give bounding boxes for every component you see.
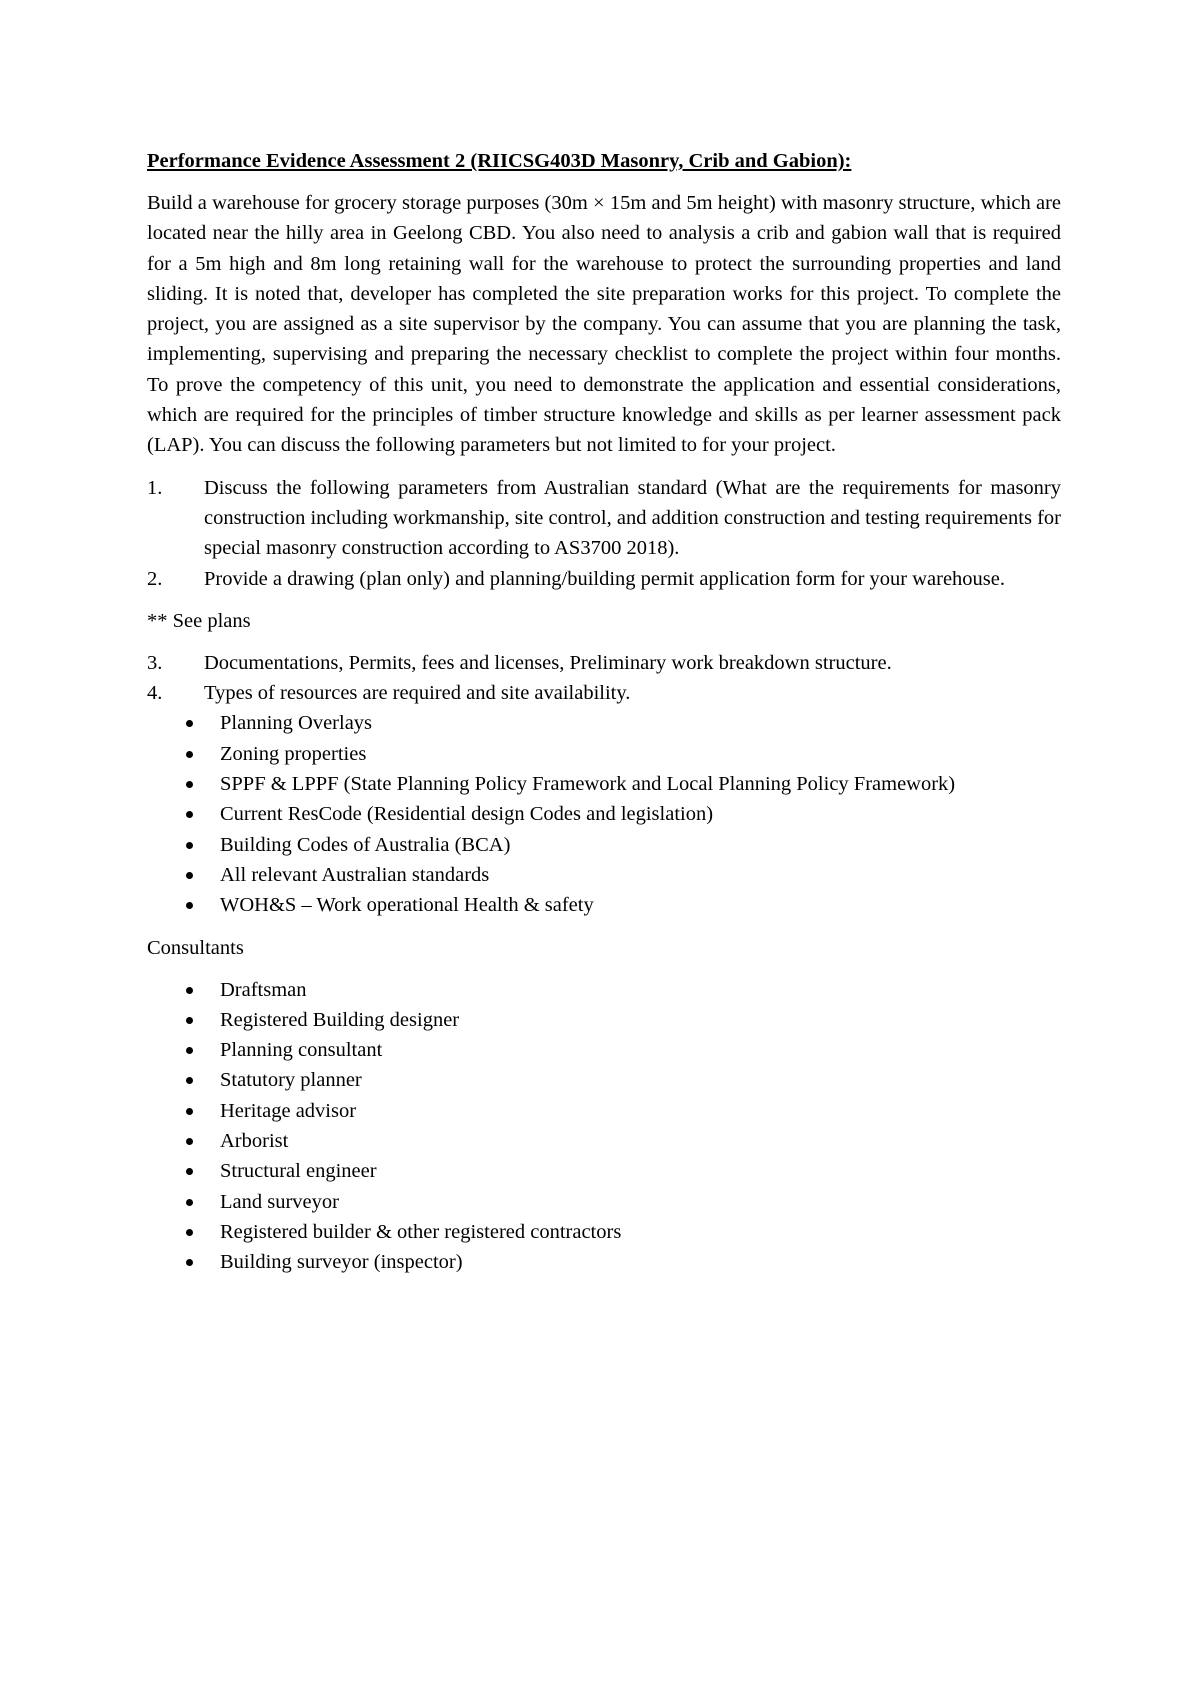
bullet-text: Registered Building designer — [220, 1008, 460, 1031]
list-number: 4. — [147, 682, 163, 705]
bullet-item — [147, 1005, 1061, 1035]
bullet-item — [147, 1035, 1061, 1065]
list-number: 2. — [147, 567, 163, 590]
bullet-icon — [147, 1126, 220, 1156]
bullet-text: Land surveyor — [220, 1190, 339, 1213]
bullet-text: Structural engineer — [220, 1160, 377, 1183]
bullet-item — [147, 1217, 1061, 1247]
document-page — [147, 146, 1061, 1278]
bullet-text: Current ResCode (Residential design Codes and legislation) — [220, 803, 714, 826]
bullet-item — [147, 1247, 1061, 1277]
bullet-text: Building surveyor (inspector) — [220, 1251, 463, 1274]
resources-bullet-list — [147, 708, 1061, 920]
consultants-bullet-list — [147, 975, 1061, 1278]
bullet-icon — [147, 1035, 220, 1065]
bullet-icon — [147, 860, 220, 890]
bullet-icon — [147, 739, 220, 769]
bullet-text: Draftsman — [220, 978, 307, 1001]
bullet-text: SPPF & LPPF (State Planning Policy Framework and Local Planning Policy Framework) — [220, 773, 956, 796]
list-text: Types of resources are required and site availability. — [204, 682, 631, 705]
bullet-text: Planning Overlays — [220, 712, 373, 735]
bullet-item — [147, 1187, 1061, 1217]
bullet-icon — [147, 1217, 220, 1247]
bullet-item — [147, 1156, 1061, 1186]
bullet-item — [147, 1065, 1061, 1095]
bullet-icon — [147, 769, 220, 799]
bullet-item — [147, 975, 1061, 1005]
bullet-icon — [147, 799, 220, 829]
bullet-icon — [147, 890, 220, 920]
bullet-item — [147, 708, 1061, 738]
bullet-icon — [147, 830, 220, 860]
list-item — [147, 473, 1061, 564]
numbered-list-a — [147, 473, 1061, 594]
bullet-item — [147, 769, 1061, 799]
list-item — [147, 678, 1061, 708]
bullet-item — [147, 890, 1061, 920]
document-title: Performance Evidence Assessment 2 (RIICSG403D Masonry, Crib and Gabion): — [147, 150, 852, 172]
bullet-item — [147, 830, 1061, 860]
consultants-heading: Consultants — [147, 936, 244, 959]
bullet-text: WOH&S – Work operational Health & safety — [220, 894, 594, 917]
bullet-text: Arborist — [220, 1130, 289, 1153]
bullet-icon — [147, 708, 220, 738]
list-text: Discuss the following parameters from Australian standard (What are the requirements for masonry construction including workmanship, site control, and addition construction and testing requirements for special masonry construction according to AS3700 2018). — [204, 476, 1061, 560]
bullet-icon — [147, 1156, 220, 1186]
list-number: 1. — [147, 476, 163, 499]
see-plans-note: ** See plans — [147, 609, 251, 632]
bullet-item — [147, 860, 1061, 890]
bullet-icon — [147, 1065, 220, 1095]
bullet-icon — [147, 975, 220, 1005]
bullet-item — [147, 799, 1061, 829]
list-text: Provide a drawing (plan only) and planning/building permit application form for your warehouse. — [204, 567, 1006, 590]
list-item — [147, 564, 1061, 594]
bullet-text: Heritage advisor — [220, 1099, 357, 1122]
bullet-icon — [147, 1187, 220, 1217]
bullet-item — [147, 1096, 1061, 1126]
bullet-text: Zoning properties — [220, 742, 367, 765]
bullet-item — [147, 1126, 1061, 1156]
bullet-text: Building Codes of Australia (BCA) — [220, 833, 511, 856]
bullet-text: Statutory planner — [220, 1069, 362, 1092]
bullet-text: Registered builder & other registered contractors — [220, 1220, 622, 1243]
intro-paragraph: Build a warehouse for grocery storage purposes (30m × 15m and 5m height) with masonry structure, which are located near the hilly area in Geelong CBD. You also need to analysis a crib and gabion wall that is required for a 5m high and 8m long retaining wall for the warehouse to protect the surrounding properties and land sliding. It is noted that, developer has completed the site preparation works for this project. To complete the project, you are assigned as a site supervisor by the company. You can assume that you are planning the task, implementing, supervising and preparing the necessary checklist to complete the project within four months. To prove the competency of this unit, you need to demonstrate the application and essential considerations, which are required for the principles of timber structure knowledge and skills as per learner assessment pack (LAP). You can discuss the following parameters but not limited to for your project. — [147, 192, 1061, 457]
bullet-icon — [147, 1247, 220, 1277]
list-text: Documentations, Permits, fees and licenses, Preliminary work breakdown structure. — [204, 651, 892, 674]
numbered-list-b — [147, 648, 1061, 709]
list-item — [147, 648, 1061, 678]
bullet-icon — [147, 1005, 220, 1035]
bullet-icon — [147, 1096, 220, 1126]
bullet-item — [147, 739, 1061, 769]
list-number: 3. — [147, 651, 163, 674]
bullet-text: All relevant Australian standards — [220, 863, 490, 886]
bullet-text: Planning consultant — [220, 1039, 383, 1062]
